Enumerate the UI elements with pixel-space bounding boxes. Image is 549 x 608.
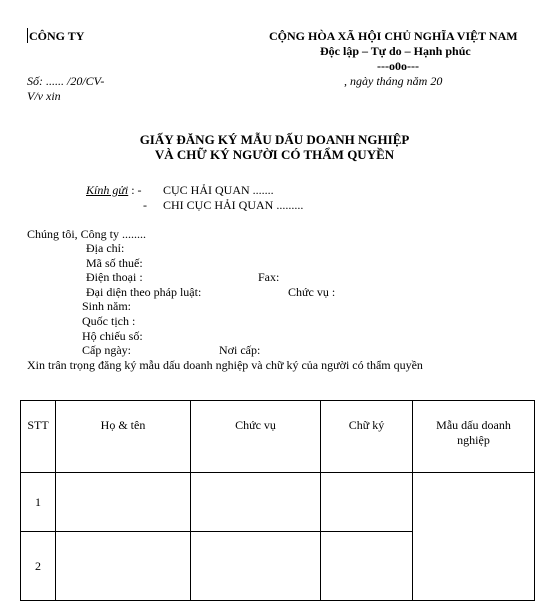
national-motto: Độc lập – Tự do – Hạnh phúc <box>320 44 471 58</box>
text-cursor <box>27 28 28 43</box>
row-1-stt: 1 <box>21 473 56 532</box>
field-phone: Điện thoại : <box>86 270 143 284</box>
header-signature: Chữ ký <box>321 401 413 473</box>
field-fax: Fax: <box>258 270 280 284</box>
row-1-name-cell <box>56 473 191 532</box>
registration-table <box>20 400 535 601</box>
row-2-name-cell <box>56 532 191 601</box>
country-name: CỘNG HÒA XÃ HỘI CHỦ NGHĨA VIỆT NAM <box>269 29 518 43</box>
header-seal <box>413 401 535 473</box>
title-line-1: GIẤY ĐĂNG KÝ MẪU DẤU DOANH NGHIỆP <box>139 132 410 147</box>
recipients-line-1 <box>86 183 142 197</box>
field-issue-place: Nơi cấp: <box>219 343 261 357</box>
recipient-customs-branch: CHI CỤC HẢI QUAN ......... <box>163 198 304 212</box>
recipient-dash-2: - <box>143 198 147 212</box>
header-name: Họ & tên <box>56 401 191 473</box>
document-subject: V/v xin <box>27 89 61 103</box>
row-2-stt: 2 <box>21 532 56 601</box>
field-nationality: Quốc tịch : <box>82 314 136 328</box>
field-tax-code: Mã số thuế: <box>86 256 143 270</box>
title-line-2: VÀ CHỮ KÝ NGƯỜI CÓ THẨM QUYỀN <box>154 147 395 162</box>
seal-sample-cell <box>413 473 535 601</box>
motto-ornament: ---o0o--- <box>377 59 419 73</box>
row-2-signature-cell <box>321 532 413 601</box>
field-passport: Hộ chiếu số: <box>82 329 143 343</box>
recipients-label: Kính gửi <box>86 183 129 197</box>
date-line: , ngày tháng năm 20 <box>344 74 443 88</box>
intro-company: Chúng tôi, Công ty ........ <box>27 227 147 241</box>
table-header-row <box>21 401 535 473</box>
header-position: Chức vụ <box>191 401 321 473</box>
company-name: CÔNG TY <box>29 29 85 43</box>
header-seal-line-1: Mẫu dấu doanh <box>436 418 511 432</box>
field-address: Địa chỉ: <box>86 241 125 255</box>
recipients-colon: : - <box>131 183 142 197</box>
field-issue-date: Cấp ngày: <box>82 343 131 357</box>
recipient-customs-department: CỤC HẢI QUAN ....... <box>163 183 274 197</box>
row-1-position-cell <box>191 473 321 532</box>
header-stt: STT <box>21 401 56 473</box>
header-seal-line-2: nghiệp <box>457 433 490 447</box>
field-representative: Đại diện theo pháp luật: <box>86 285 202 299</box>
row-2-position-cell <box>191 532 321 601</box>
field-position: Chức vụ : <box>288 285 336 299</box>
field-birth-year: Sinh năm: <box>82 299 132 313</box>
row-1-signature-cell <box>321 473 413 532</box>
table-row <box>21 473 535 532</box>
closing-statement: Xin trân trọng đăng ký mẫu dấu doanh nghiệp và chữ ký của người có thẩm quyền <box>27 358 423 372</box>
document-number: Số: ...... /20/CV- <box>27 74 105 88</box>
